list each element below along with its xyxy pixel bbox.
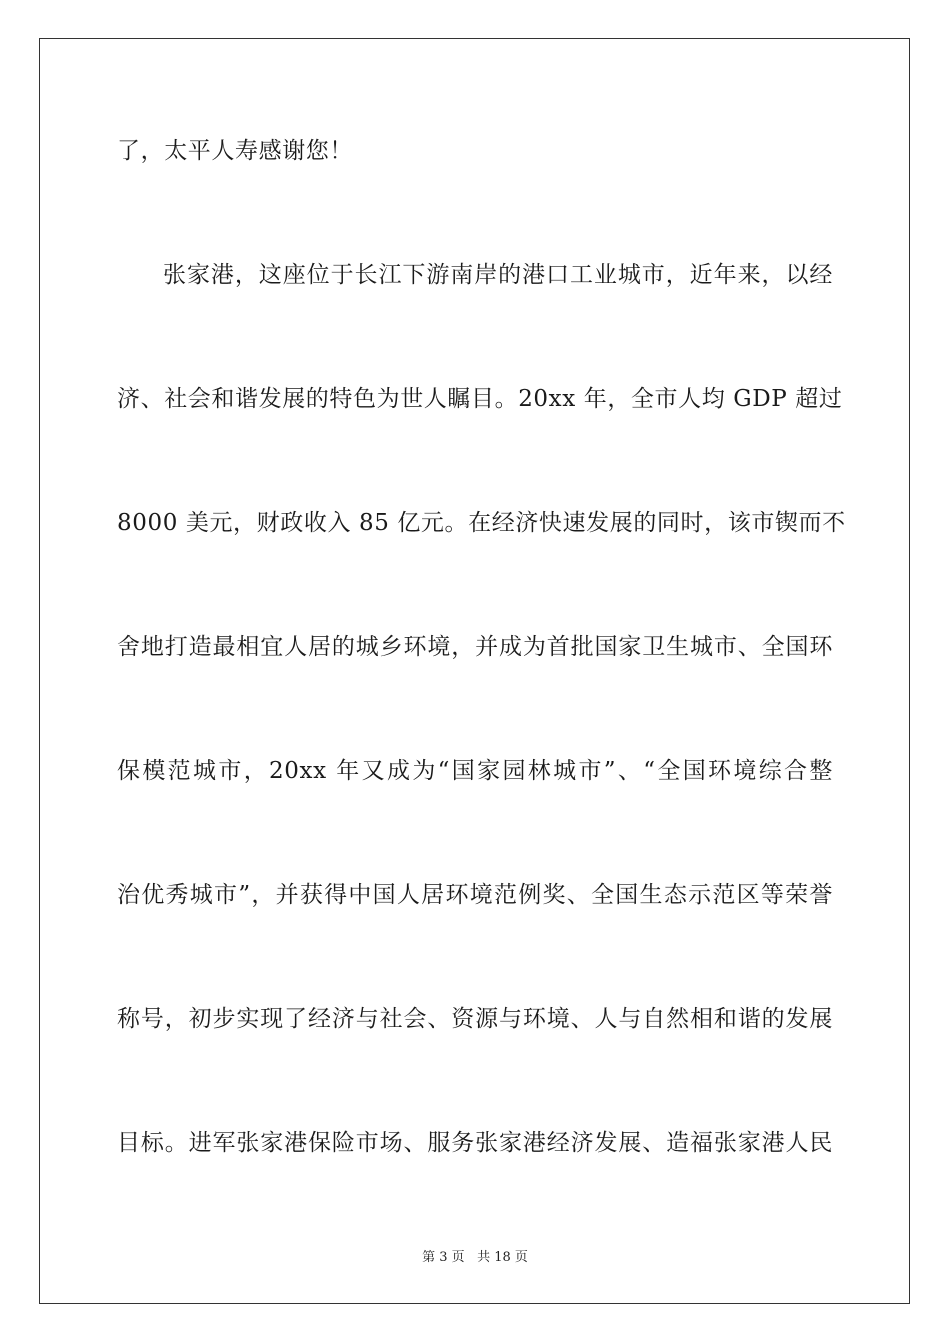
page-footer (0, 1249, 950, 1267)
text-line-3: 济、社会和谐发展的特色为世人瞩目。20xx 年，全市人均 GDP 超过 (117, 386, 843, 412)
page-total: 共 18 页 (477, 1250, 528, 1265)
page-number: 第 3 页 (422, 1250, 465, 1265)
text-line-4: 8000 美元，财政收入 85 亿元。在经济快速发展的同时，该市锲而不 (117, 510, 846, 536)
text-line-1: 了，太平人寿感谢您！ (117, 138, 353, 164)
text-line-5: 舍地打造最相宜人居的城乡环境，并成为首批国家卫生城市、全国环 (117, 634, 833, 660)
text-line-9: 目标。进军张家港保险市场、服务张家港经济发展、造福张家港人民 (117, 1130, 833, 1156)
text-line-6: 保模范城市，20xx 年又成为“国家园林城市”、“全国环境综合整 (117, 758, 833, 784)
text-line-8: 称号，初步实现了经济与社会、资源与环境、人与自然相和谐的发展 (117, 1006, 833, 1032)
page-border (39, 38, 910, 1304)
text-line-7: 治优秀城市”，并获得中国人居环境范例奖、全国生态示范区等荣誉 (117, 882, 833, 908)
paragraph-first-line: 张家港，这座位于长江下游南岸的港口工业城市，近年来，以经 (163, 262, 833, 288)
